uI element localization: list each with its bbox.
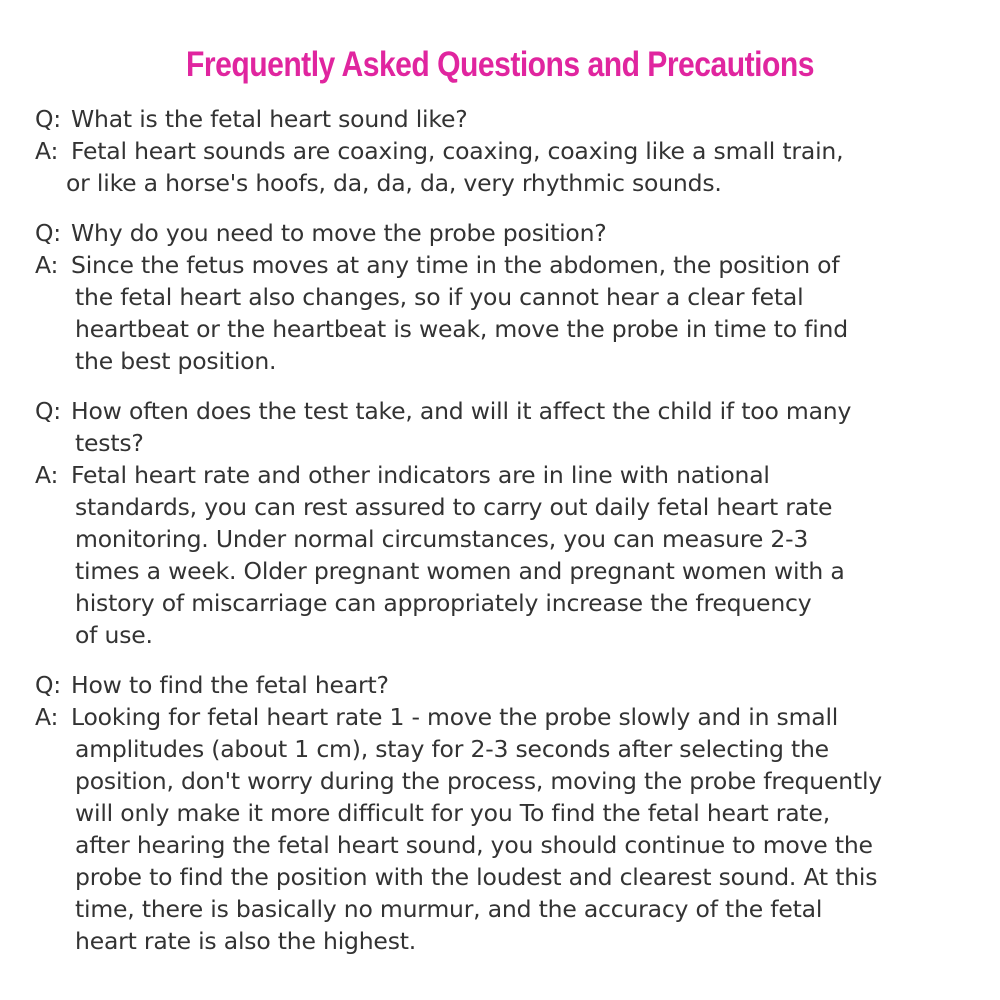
answer-line [35, 523, 970, 555]
indent [35, 893, 75, 925]
question-text: What is the fetal heart sound like? [71, 105, 468, 133]
question-line [35, 427, 970, 459]
answer-first-line [35, 135, 970, 167]
question-text: How to find the fetal heart? [71, 671, 389, 699]
answer-text: the fetal heart also changes, so if you cannot hear a clear fetal [75, 283, 804, 311]
indent [35, 829, 75, 861]
answer-text: time, there is basically no murmur, and the accuracy of the fetal [75, 895, 823, 923]
answer-text: standards, you can rest assured to carry out daily fetal heart rate [75, 493, 833, 521]
question [35, 217, 970, 249]
answer-line [35, 925, 970, 957]
question-text: How often does the test take, and will it affect the child if too many [71, 397, 852, 425]
answer-first-line [35, 249, 970, 281]
answer-line [35, 555, 970, 587]
answer-first-line [35, 459, 970, 491]
answer-text: will only make it more difficult for you To find the fetal heart rate, [75, 799, 830, 827]
answer-line [35, 797, 970, 829]
answer-line [35, 619, 970, 651]
answer-first-line [35, 701, 970, 733]
answer-text: Fetal heart rate and other indicators are in line with national [71, 461, 770, 489]
answer-prefix: A: [35, 251, 59, 279]
answer-text: heartbeat or the heartbeat is weak, move the probe in time to find [75, 315, 848, 343]
answer-text: monitoring. Under normal circumstances, you can measure 2-3 [75, 525, 809, 553]
question [35, 669, 970, 701]
indent [35, 765, 75, 797]
question [35, 103, 970, 135]
indent [35, 587, 75, 619]
faq-item [35, 217, 970, 377]
answer-line [35, 167, 970, 199]
indent [35, 555, 75, 587]
question [35, 395, 970, 427]
answer-line [35, 345, 970, 377]
indent [35, 167, 66, 199]
answer-text: times a week. Older pregnant women and pregnant women with a [75, 557, 845, 585]
indent [35, 925, 75, 957]
answer-text: or like a horse's hoofs, da, da, da, very rhythmic sounds. [66, 169, 722, 197]
indent [35, 281, 75, 313]
answer-text: Fetal heart sounds are coaxing, coaxing, coaxing like a small train, [71, 137, 844, 165]
answer-text: of use. [75, 621, 153, 649]
indent [35, 619, 75, 651]
faq-item [35, 395, 970, 651]
answer-text: amplitudes (about 1 cm), stay for 2-3 seconds after selecting the [75, 735, 829, 763]
page-title: Frequently Asked Questions and Precautions [186, 45, 814, 84]
indent [35, 313, 75, 345]
answer-text: Since the fetus moves at any time in the abdomen, the position of [71, 251, 840, 279]
answer-text: after hearing the fetal heart sound, you should continue to move the [75, 831, 873, 859]
question-prefix: Q: [35, 671, 62, 699]
faq-item [35, 669, 970, 957]
answer-line [35, 587, 970, 619]
answer-prefix: A: [35, 461, 59, 489]
answer-line [35, 765, 970, 797]
answer-line [35, 491, 970, 523]
answer-line [35, 313, 970, 345]
indent [35, 491, 75, 523]
indent [35, 523, 75, 555]
answer-text: history of miscarriage can appropriately increase the frequency [75, 589, 812, 617]
answer-line [35, 893, 970, 925]
question-prefix: Q: [35, 219, 62, 247]
faq-item [35, 103, 970, 199]
indent [35, 733, 75, 765]
answer-line [35, 861, 970, 893]
answer-text: probe to find the position with the loudest and clearest sound. At this [75, 863, 878, 891]
indent [35, 345, 75, 377]
question-prefix: Q: [35, 105, 62, 133]
answer-text: Looking for fetal heart rate 1 - move the probe slowly and in small [71, 703, 839, 731]
answer-line [35, 733, 970, 765]
indent [35, 427, 75, 459]
answer-prefix: A: [35, 137, 59, 165]
answer-text: position, don't worry during the process, moving the probe frequently [75, 767, 883, 795]
answer-prefix: A: [35, 703, 59, 731]
answer-line [35, 281, 970, 313]
answer-line [35, 829, 970, 861]
answer-text: heart rate is also the highest. [75, 927, 417, 955]
question-prefix: Q: [35, 397, 62, 425]
faq-list [35, 103, 970, 975]
indent [35, 797, 75, 829]
question-text: Why do you need to move the probe position? [71, 219, 607, 247]
question-text: tests? [75, 429, 144, 457]
answer-text: the best position. [75, 347, 277, 375]
indent [35, 861, 75, 893]
